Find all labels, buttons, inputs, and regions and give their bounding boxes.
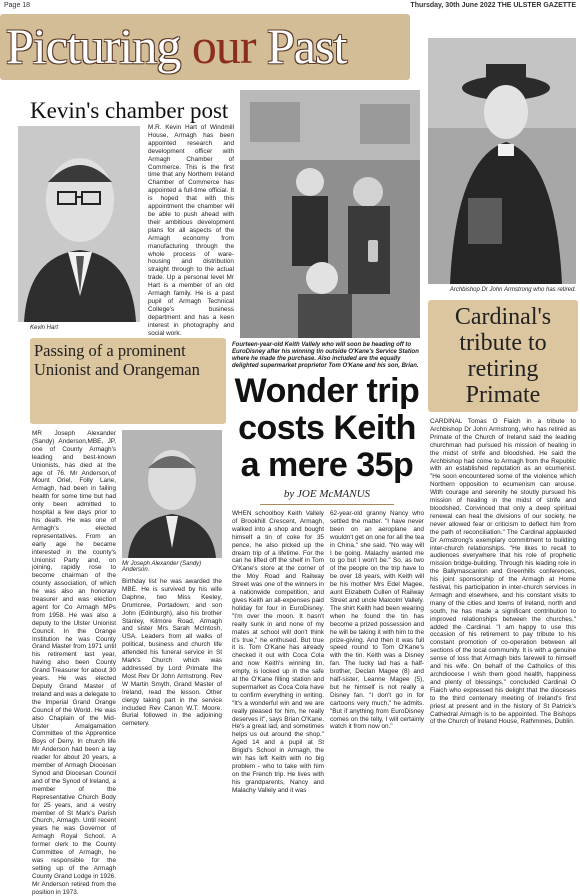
cardinal-headline: Cardinal's tribute to retiring Primate [454,304,552,408]
feature-article-col2: 62-year-old granny Nancy who settled the matter. "I have never been on an aeroplane and wouldn't get on one for all the tea in China," she said. "No way will I be going. Malachy wanted me to go but I won't be." So, as two of the people on the trip have to be over 18 years, with Keith will be his mother Mrs Edel Magee, aunt Elizabeth Cullen of Railway Street and uncle Malcolm Vallely. The shirt Keith had been wearing when he found the tin has become a prized possession and he will be taking it with him to the prize-giving. And then it was full speed round to Tom O'Kane's with the tin. Keith was a Disney fan. The lucky lad has a half-brother, Declan Magee (8) and half-sister, Leanne Magee (5), but he himself is not really a Disney fan. "I don't go in for cartoons very much," he admits. "But if anything from EuroDisney comes on the telly, I will certainly watch it from now on." [330,510,424,731]
portrait-illustration [18,126,140,322]
anderson-photo-caption: Mr Joseph Alexander (Sandy) Anderson. [122,561,202,573]
feature-headline: Wonder trip costs Keith a mere 35p [234,372,420,484]
masthead-title: Picturing our Past [6,18,347,74]
feature-article-col1: WHEN schoolboy Keith Vallely of Brookhill Crescent, Armagh, walked into a shop and bought himself a tin of coke for 35 pence, he also picked up the dream trip of a lifetime. For the can he lifted off the shelf in Tom O'Kane's store at the corner of the Moy Road and Railway Street was one of the winners in a nationwide competition, and gives Keith an all-expenses paid holiday for four in EuroDisney. "I'm over the moon. It hasn't really sunk in and none of my mates at school will don't think it's true," he enthused. But true it is. Tom O'Kane has already checked it out with Coca Cola and now Keith's winning tin, empty, is locked up in the safe at the O'Kane filling station and supermarket as Coca Cola have to confirm everything in writing. "It's a wonderful win and we are really pleased for him, he really deserves it", says Brian O'Kane. He's a great lad, and sometimes helps us out around the shop." Aged 14 and a pupil at St Brigid's School in Armagh, the win has left Keith with no big problem - who to take with him on the French trip. He lives with his grandparents, Nancy and Malachy Vallely and it was [232,510,324,794]
feature-photo-caption: Fourteen-year-old Keith Vallely who will soon be heading off to EuroDisney after his winning tin outside O'Kane's Service Station where he made the purchase. Also included are the equally delighted supermarket proprietor Tom O'Kane and his son, Brian. [232,342,419,369]
archbishop-illustration [428,38,576,284]
archbishop-photo-caption: Archbishop Dr John Armstrong who has retired. [449,287,576,293]
kevin-hart-photo [18,126,140,322]
passing-article-col1: MR Joseph Alexander (Sandy) Anderson,MBE, JP, one of County Armagh's leading and best-known Unionists, has died at the age of 76. Mr Anderson,of Mount Oriel, Folly Lane, Armagh, had been in failing health for some time but had only been admitted to hospital a few days prior to his death. He was one of Armagh's elected representatives. From an early age he became interested in the county's Unionist Party and, on joining, rapidly rose to become chairman of the county association, of which he was also an honorary treasurer and was election agent for Co Armagh MPs from 1958. He was also a deputy to the Ulster Unionist Council. In the Orange Institution he was County Grand Master from 1971 until his retirement last year, having also been County Grand Treasurer for about 30 years. He was elected Deputy Grand Master of Ireland and was a delegate to the Imperial Grand Orange Council of the World. He was also Chaplain of the Mid-Ulster Amalgamation Committee of the Apprentice Boys of Derry. In church life Mr Anderson had been a lay reader for about 20 years, a member of Armagh Diocesan Synod and Diocesan Council and of the Synod of Ireland, a member of the Representative Church Body for 25 years, and a vestry member of St Mark's Parish Church, Armagh. Until recent years he was Governor of Armagh Royal School. A former clerk to the County Committee of Armagh, he was responsible for the setting up of the Armagh County Grand Lodge in 1926. Mr Anderson retired from the position in 1973. [32,430,116,896]
feature-byline: by JOE McMANUS [283,488,371,500]
cardinal-article-body: CARDINAL Tomas O Fiaich in a tribute to Archbishop Dr John Armstrong, who has retired as Primate of the Church of Ireland said the leading churchman had pursued his mission of healing in the midst of strife and bloodshed. He said the Archbishop had come to Armagh from the Republic with an established reputation as an ecumenist. "He soon encountered some of the violence which Northern opposition to ecumenism can arouse. With courage and serenity he stoutly pursued his mission of healing in the midst of strife and bloodshed. Convinced that only a deep spiritual renewal can heal the divisions of our society, he never allowed fear or criticism to deflect him from the path of reconciliation." The Cardinal applauded Dr Armstrong's exemplary commitment to building inter-church relationships. "He likes to recall to audiences everywhere that his role of prophetic mission bridge-building. Through his leading role in the Ballymascanlon and Greenhills conferences, his joint sponsorship of the Armagh at Home festival, his participation in inter-church services in Armagh and elsewhere, and his constant visits to many of the cities and towns of Ireland, north and south, he has made a significant contribution to improved relationships between the churches," added the Cardinal. "I am happy to use this occasion of his retirement to pay tribute to his constant promotion of co-operation between all sections of the local community. It is with a genuine sense of loss that Armagh bids farewell to himself and his wife. On behalf of the Catholics of this archdiocese I wish them good health, happiness and plenty of blessings," concluded Cardinal O Fiaich who expressed his delight that the dioceses to the third centenary meeting of Ireland's first priest at present and in the history of St Patrick's Cathedral Armagh is to be appointed. The Bishops of the Church of Ireland House, Rathmines, Dublin. [430,418,576,726]
sandy-anderson-photo [122,430,222,558]
anderson-portrait-illustration [122,430,222,558]
date-and-paper: Thursday, 30th June 2022 THE ULSTER GAZETTE [410,2,576,9]
masthead-banner [0,14,410,80]
kevin-article-body: M.R. Kevin Hart of Windmill House, Armagh has been appointed research and development officer with Armagh Chamber of Commerce. This is the first time that any Northern Ireland Chamber of Commerce has appointed a full-time official. It is hoped that with this appointment the chamber will be able to push ahead with their ambitious development plans for all aspects of the Armagh economy from manufacturing through the whole process of ware-housing and distribution straight through to the actual trade. Up a personal level Mr Hart is a member of an old Armagh family. He is a past pupil of Armagh Technical College's business department and has a keen interest in photography and social work. [148,124,234,337]
kevin-photo-caption: Kevin Hart [30,325,59,331]
keith-vallely-photo [240,90,420,338]
passing-article-col2: Birthday list he was awarded the MBE. He is survived by his wife Daphne, two Miss Keeley, Drumcree, Portadown; and son John (Edinburgh), also his brother Stanley, Kilmore Road, Armagh and sister Mrs Sarah McIntosh, USA. Leaders from all walks of political, business and church life attended his funeral service in St Mark's Church which was addressed by Lord Primate the Most Rev Dr John Armstrong. Rev W Martin Smyth, Grand Master of Ireland, read the lesson. Other clergy taking part in the service included Rev Canon W.T. Moore. Burial followed in the adjoining cemetery. [122,578,222,728]
page-number: Page 18 [4,2,31,9]
byline-rule [260,504,394,505]
shop-scene-illustration [240,90,420,338]
page-header-bar [0,0,580,12]
passing-headline: Passing of a prominent Unionist and Orangeman [34,341,200,379]
kevin-headline: Kevin's chamber post [30,98,229,123]
archbishop-photo [428,38,576,284]
